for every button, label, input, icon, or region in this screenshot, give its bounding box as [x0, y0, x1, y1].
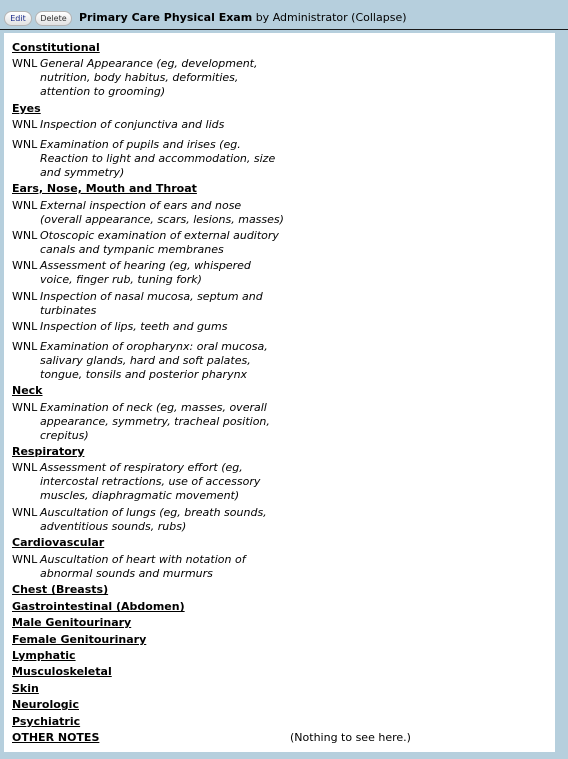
section-skin[interactable]: Skin: [12, 682, 39, 695]
wnl-label: WNL: [12, 401, 38, 414]
section-other-notes[interactable]: OTHER NOTES: [12, 731, 100, 744]
form-title: Primary Care Physical Exam: [79, 11, 253, 24]
exam-item-description: Inspection of nasal mucosa, septum and turbinates: [40, 290, 263, 317]
section-psychiatric[interactable]: Psychiatric: [12, 715, 81, 728]
wnl-label: WNL: [12, 57, 38, 70]
wnl-label: WNL: [12, 118, 38, 131]
section-male-genitourinary[interactable]: Male Genitourinary: [12, 616, 132, 629]
wnl-label: WNL: [12, 290, 38, 303]
section-lymphatic[interactable]: Lymphatic: [12, 649, 76, 662]
wnl-label: WNL: [12, 229, 38, 242]
wnl-label: WNL: [12, 199, 38, 212]
exam-item-description: Assessment of respiratory effort (eg, intercostal retractions, use of accessory muscles, diaphragmatic movement): [40, 461, 261, 502]
exam-item-description: Assessment of hearing (eg, whispered voice, finger rub, tuning fork): [40, 259, 251, 286]
exam-item-description: Auscultation of lungs (eg, breath sounds, adventitious sounds, rubs): [40, 506, 267, 533]
exam-item-description: Examination of pupils and irises (eg. Reaction to light and accommodation, size and symmetry): [40, 138, 276, 179]
author-text: by Administrator: [252, 11, 352, 24]
wnl-label: WNL: [12, 320, 38, 333]
exam-item-description: Inspection of conjunctiva and lids: [40, 118, 225, 131]
exam-panel: [4, 33, 555, 752]
wnl-label: WNL: [12, 553, 38, 566]
collapse-link[interactable]: (Collapse): [351, 11, 407, 24]
section-gastrointestinal[interactable]: Gastrointestinal (Abdomen): [12, 600, 185, 613]
exam-item-description: General Appearance (eg, development, nutrition, body habitus, deformities, attention to grooming): [40, 57, 258, 98]
other-notes-value: (Nothing to see here.): [290, 731, 411, 744]
wnl-label: WNL: [12, 259, 38, 272]
section-chest[interactable]: Chest (Breasts): [12, 583, 109, 596]
wnl-label: WNL: [12, 138, 38, 151]
section-neurologic[interactable]: Neurologic: [12, 698, 79, 711]
section-musculoskeletal[interactable]: Musculoskeletal: [12, 665, 112, 678]
exam-item-description: Inspection of lips, teeth and gums: [40, 320, 228, 333]
delete-button[interactable]: Delete: [35, 11, 72, 26]
wnl-label: WNL: [12, 506, 38, 519]
wnl-label: WNL: [12, 461, 38, 474]
exam-item-description: Otoscopic examination of external auditory canals and tympanic membranes: [40, 229, 279, 256]
section-constitutional[interactable]: Constitutional: [12, 41, 100, 54]
exam-item-description: Examination of oropharynx: oral mucosa, salivary glands, hard and soft palates, tongue, tonsils and posterior pharynx: [40, 340, 268, 381]
section-cardiovascular[interactable]: Cardiovascular: [12, 536, 105, 549]
form-title-line: [79, 11, 407, 25]
section-neck[interactable]: Neck: [12, 384, 43, 397]
section-ent[interactable]: Ears, Nose, Mouth and Throat: [12, 182, 197, 195]
section-female-genitourinary[interactable]: Female Genitourinary: [12, 633, 147, 646]
section-eyes[interactable]: Eyes: [12, 102, 41, 115]
wnl-label: WNL: [12, 340, 38, 353]
edit-button[interactable]: Edit: [4, 11, 32, 26]
form-header: [0, 0, 568, 30]
section-respiratory[interactable]: Respiratory: [12, 445, 85, 458]
exam-item-description: External inspection of ears and nose (overall appearance, scars, lesions, masses): [40, 199, 284, 226]
exam-item-description: Examination of neck (eg, masses, overall appearance, symmetry, tracheal position, crepitus): [40, 401, 270, 442]
exam-item-description: Auscultation of heart with notation of abnormal sounds and murmurs: [40, 553, 246, 580]
